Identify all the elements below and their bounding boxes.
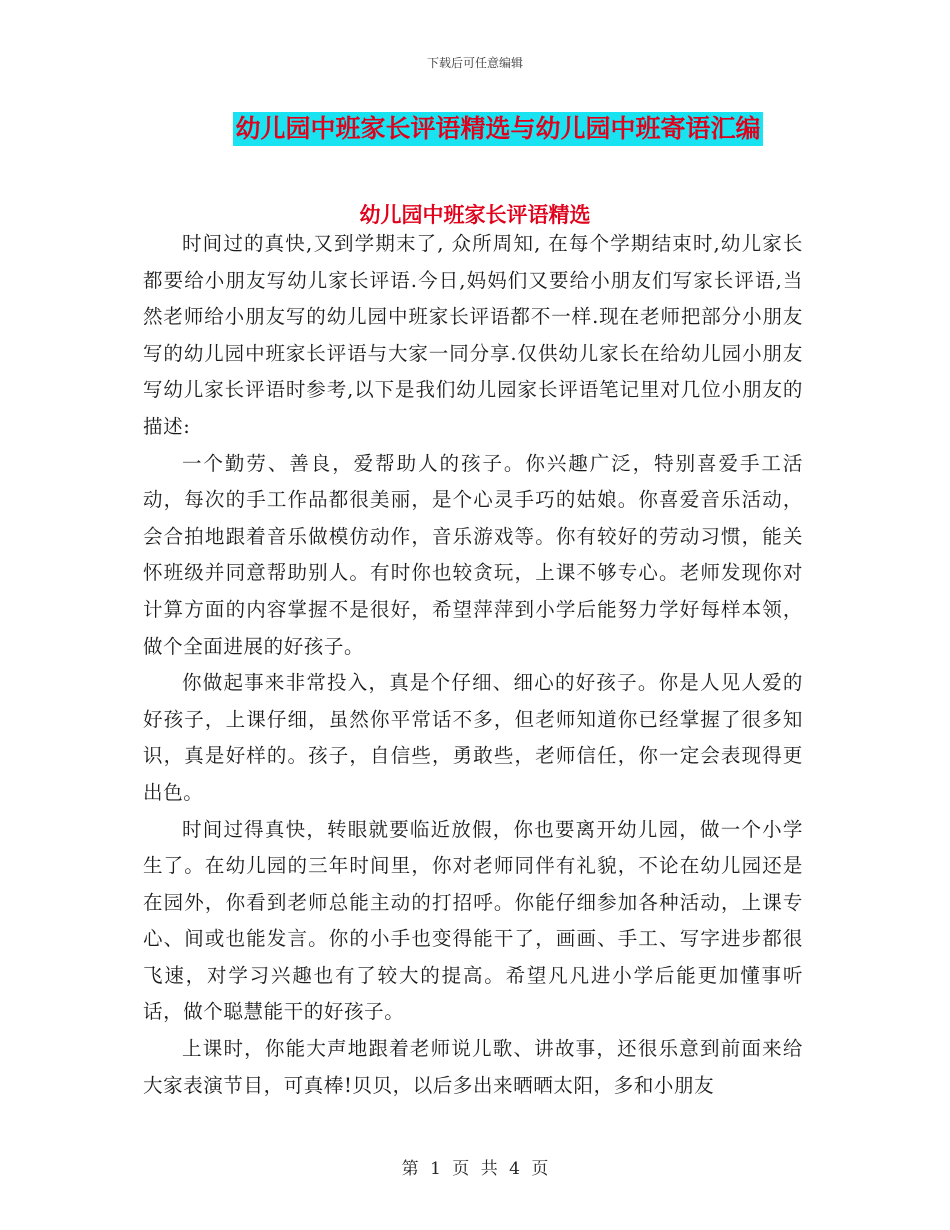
paragraph: 你做起事来非常投入，真是个仔细、细心的好孩子。你是人见人爱的好孩子，上课仔细，虽然你平常话不多，但老师知道你已经掌握了很多知识，真是好样的。孩子，自信些，勇敢些，老师信任，你一定会表现得更出色。 [143, 671, 803, 804]
page-footer: 第 1 页 共 4 页 [401, 1159, 549, 1179]
header-note: 下载后可任意编辑 [426, 56, 523, 70]
paragraph: 时间过得真快，转眼就要临近放假，你也要离开幼儿园，做一个小学生了。在幼儿园的三年时间里，你对老师同伴有礼貌，不论在幼儿园还是在园外，你看到老师总能主动的打招呼。你能仔细参加各种活动，上课专心、间或也能发言。你的小手也变得能干了，画画、手工、写字进步都很飞速，对学习兴趣也有了较大的提高。希望凡凡进小学后能更加懂事听话，做个聪慧能干的好孩子。 [143, 817, 803, 1024]
section-title: 幼儿园中班家长评语精选 [359, 203, 591, 227]
paragraph: 一个勤劳、善良，爱帮助人的孩子。你兴趣广泛，特别喜爱手工活动，每次的手工作品都很美丽，是个心灵手巧的姑娘。你喜爱音乐活动，会合拍地跟着音乐做模仿动作，音乐游戏等。你有较好的劳动习惯，能关怀班级并同意帮助别人。有时你也较贪玩，上课不够专心。老师发现你对计算方面的内容掌握不是很好，希望萍萍到小学后能努力学好每样本领，做个全面进展的好孩子。 [143, 451, 803, 658]
main-title: 幼儿园中班家长评语精选与幼儿园中班寄语汇编 [233, 112, 762, 146]
paragraph: 时间过的真快,又到学期末了, 众所周知, 在每个学期结束时,幼儿家长都要给小朋友写幼儿家长评语.今日,妈妈们又要给小朋友们写家长评语,当然老师给小朋友写的幼儿园中班家长评语都不一样.现在老师把部分小朋友写的幼儿园中班家长评语与大家一同分享.仅供幼儿家长在给幼儿园小朋友写幼儿家长评语时参考,以下是我们幼儿园家长评语笔记里对几位小朋友的描述: [143, 232, 803, 438]
main-title-container [0, 112, 950, 146]
document-body [143, 226, 803, 1104]
paragraph: 上课时，你能大声地跟着老师说儿歌、讲故事，还很乐意到前面来给大家表演节目，可真棒!贝贝，以后多出来晒晒太阳，多和小朋友 [143, 1037, 803, 1097]
